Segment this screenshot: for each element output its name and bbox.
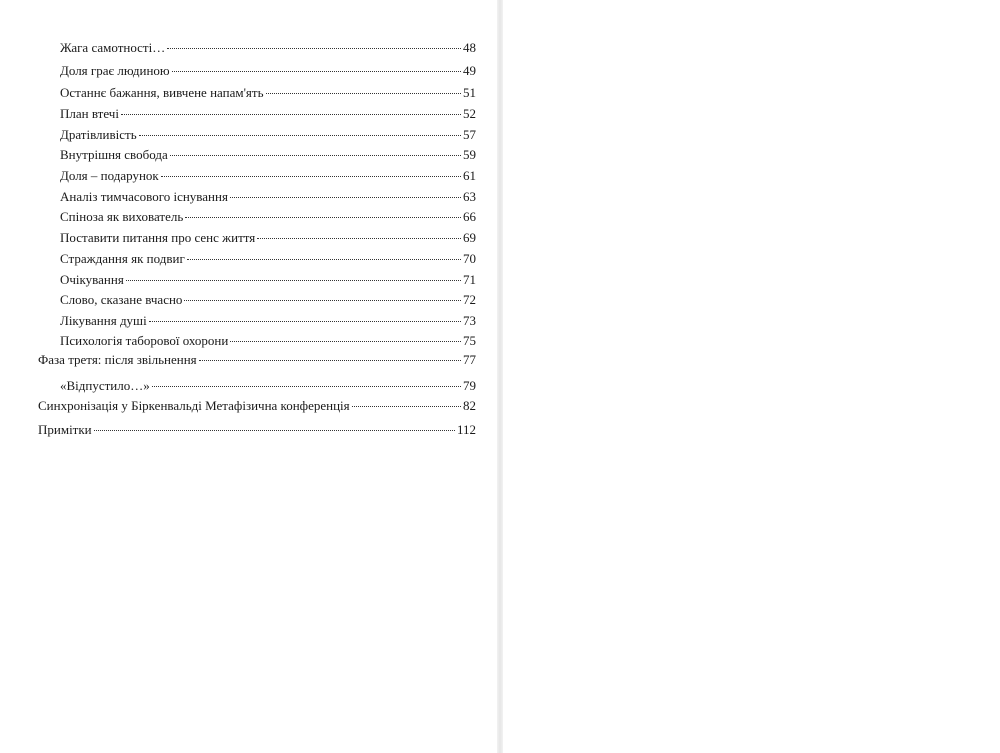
toc-entry-page: 52 bbox=[463, 106, 476, 121]
toc-entry-page: 61 bbox=[463, 168, 476, 183]
toc-entry bbox=[60, 85, 476, 101]
toc-entry-page: 66 bbox=[463, 209, 476, 224]
toc-entry-page: 82 bbox=[463, 398, 476, 413]
toc-entry-title: Жага самотності… bbox=[60, 40, 166, 55]
toc-leader-dots bbox=[167, 48, 461, 49]
toc-leader-dots bbox=[170, 155, 461, 156]
toc-leader-dots bbox=[94, 430, 455, 431]
toc-entry-title: План втечі bbox=[60, 106, 119, 121]
toc-entry bbox=[60, 313, 476, 329]
toc-entry bbox=[38, 352, 476, 368]
toc-entry-page: 73 bbox=[463, 313, 476, 328]
toc-entry-title: Очікування bbox=[60, 272, 124, 287]
toc-entry bbox=[60, 63, 476, 79]
toc-entry-page: 71 bbox=[463, 272, 476, 287]
toc-leader-dots bbox=[184, 300, 461, 301]
toc-entry bbox=[60, 209, 476, 225]
toc-entry bbox=[60, 127, 476, 143]
toc-entry-title: Спіноза як вихователь bbox=[60, 209, 184, 224]
toc-entry bbox=[60, 251, 476, 267]
toc-entry-page: 59 bbox=[463, 147, 476, 162]
toc-entry-page: 70 bbox=[463, 251, 476, 266]
toc-leader-dots bbox=[266, 93, 461, 94]
toc-entry-title: Примітки bbox=[38, 422, 92, 437]
toc-leader-dots bbox=[187, 259, 461, 260]
toc-entry-title: Фаза третя: після звільнення bbox=[38, 352, 197, 367]
toc-entry-page: 63 bbox=[463, 189, 476, 204]
toc-entry-title: Психологія таборової охорони bbox=[60, 333, 229, 348]
toc-entry-page: 48 bbox=[463, 40, 476, 55]
toc-entry-page: 69 bbox=[463, 230, 476, 245]
toc-leader-dots bbox=[172, 71, 461, 72]
toc-leader-dots bbox=[161, 176, 461, 177]
toc-leader-dots bbox=[199, 360, 461, 361]
toc-entry-page: 75 bbox=[463, 333, 476, 348]
toc-entry-page: 79 bbox=[463, 378, 476, 393]
toc-entry-title: Дратівливість bbox=[60, 127, 137, 142]
toc-entry bbox=[60, 147, 476, 163]
toc-entry-page: 49 bbox=[463, 63, 476, 78]
toc-entry-title: Слово, сказане вчасно bbox=[60, 292, 183, 307]
toc-entry-title: Поставити питання про сенс життя bbox=[60, 230, 256, 245]
toc-leader-dots bbox=[121, 114, 461, 115]
toc-entry bbox=[60, 106, 476, 122]
toc-leader-dots bbox=[139, 135, 461, 136]
toc-leader-dots bbox=[185, 217, 461, 218]
toc-entry bbox=[38, 398, 476, 414]
toc-entry-page: 57 bbox=[463, 127, 476, 142]
toc-leader-dots bbox=[257, 238, 461, 239]
toc-entry-page: 77 bbox=[463, 352, 476, 367]
toc-entry-title: Страждання як подвиг bbox=[60, 251, 185, 266]
toc-entry bbox=[60, 272, 476, 288]
toc-entry-page: 72 bbox=[463, 292, 476, 307]
toc-entry-title: Лікування душі bbox=[60, 313, 147, 328]
toc-entry bbox=[60, 168, 476, 184]
toc-entry bbox=[60, 40, 476, 56]
toc-leader-dots bbox=[152, 386, 461, 387]
toc-entry-title: Синхронізація у Біркенвальді Метафізична конференція bbox=[38, 398, 350, 413]
toc-entry bbox=[60, 230, 476, 246]
toc-entry bbox=[60, 333, 476, 349]
toc-entry-title: Доля – подарунок bbox=[60, 168, 159, 183]
toc-entry-title: Доля грає людиною bbox=[60, 63, 170, 78]
toc-leader-dots bbox=[149, 321, 461, 322]
toc-entry bbox=[38, 422, 476, 438]
toc-entry-page: 112 bbox=[456, 422, 476, 437]
toc-entry-title: «Відпустило…» bbox=[60, 378, 150, 393]
toc-entry-title: Внутрішня свобода bbox=[60, 147, 168, 162]
toc-leader-dots bbox=[126, 280, 461, 281]
toc-entry-page: 51 bbox=[463, 85, 476, 100]
toc-entry-title: Аналіз тимчасового існування bbox=[60, 189, 228, 204]
toc-leader-dots bbox=[230, 341, 461, 342]
toc-leader-dots bbox=[352, 406, 461, 407]
right-page bbox=[500, 0, 1000, 753]
toc-entry bbox=[60, 189, 476, 205]
toc-entry-title: Останнє бажання, вивчене напам'ять bbox=[60, 85, 264, 100]
toc-leader-dots bbox=[230, 197, 461, 198]
toc-entry bbox=[60, 292, 476, 308]
toc-entry bbox=[60, 378, 476, 394]
